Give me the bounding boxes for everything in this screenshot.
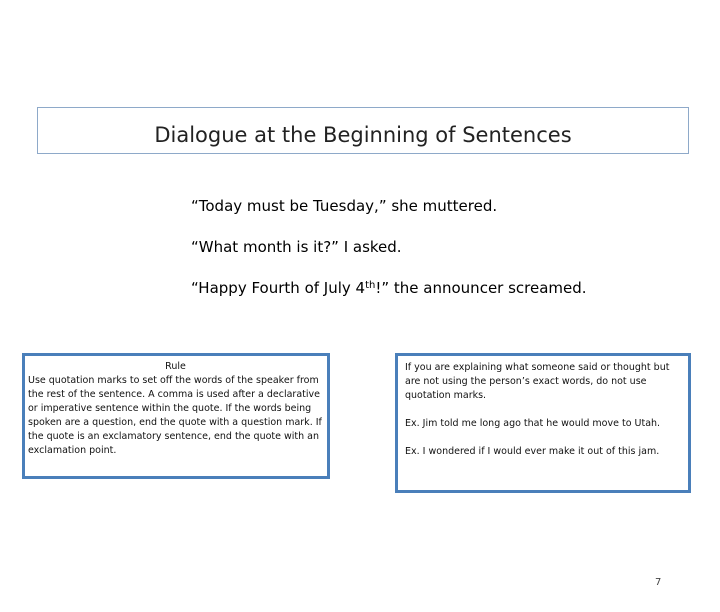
example-line-2: “What month is it?” I asked. [191,238,402,256]
example-line-3-start: “Happy Fourth of July 4 [191,279,366,297]
slide-title: Dialogue at the Beginning of Sentences [154,122,572,147]
ordinal-suffix: th [365,280,376,291]
rule-box [22,353,330,479]
indirect-example-1: Ex. Jim told me long ago that he would move to Utah. [405,418,661,429]
rule-text: Use quotation marks to set off the words of the speaker from the rest of the sentence. A comma is used after a declarative or imperative sentence within the quote. If the words being spoken are a question, end the quote with a question mark. If the quote is an exclamatory sentence, end the quote with an exclamation point. [28,375,322,456]
rule-heading: Rule [165,361,186,372]
example-line-3 [191,278,587,298]
dialogue-examples [191,196,587,319]
indirect-quote-box [395,353,691,493]
page-number: 7 [655,577,662,588]
title-box [37,107,689,154]
indirect-example-2: Ex. I wondered if I would ever make it out of this jam. [405,446,660,457]
example-line-1: “Today must be Tuesday,” she muttered. [191,197,498,215]
indirect-quote-text: If you are explaining what someone said or thought but are not using the person’s exact words, do not use quotation marks. [405,362,670,401]
example-line-3-end: !” the announcer screamed. [375,279,587,297]
